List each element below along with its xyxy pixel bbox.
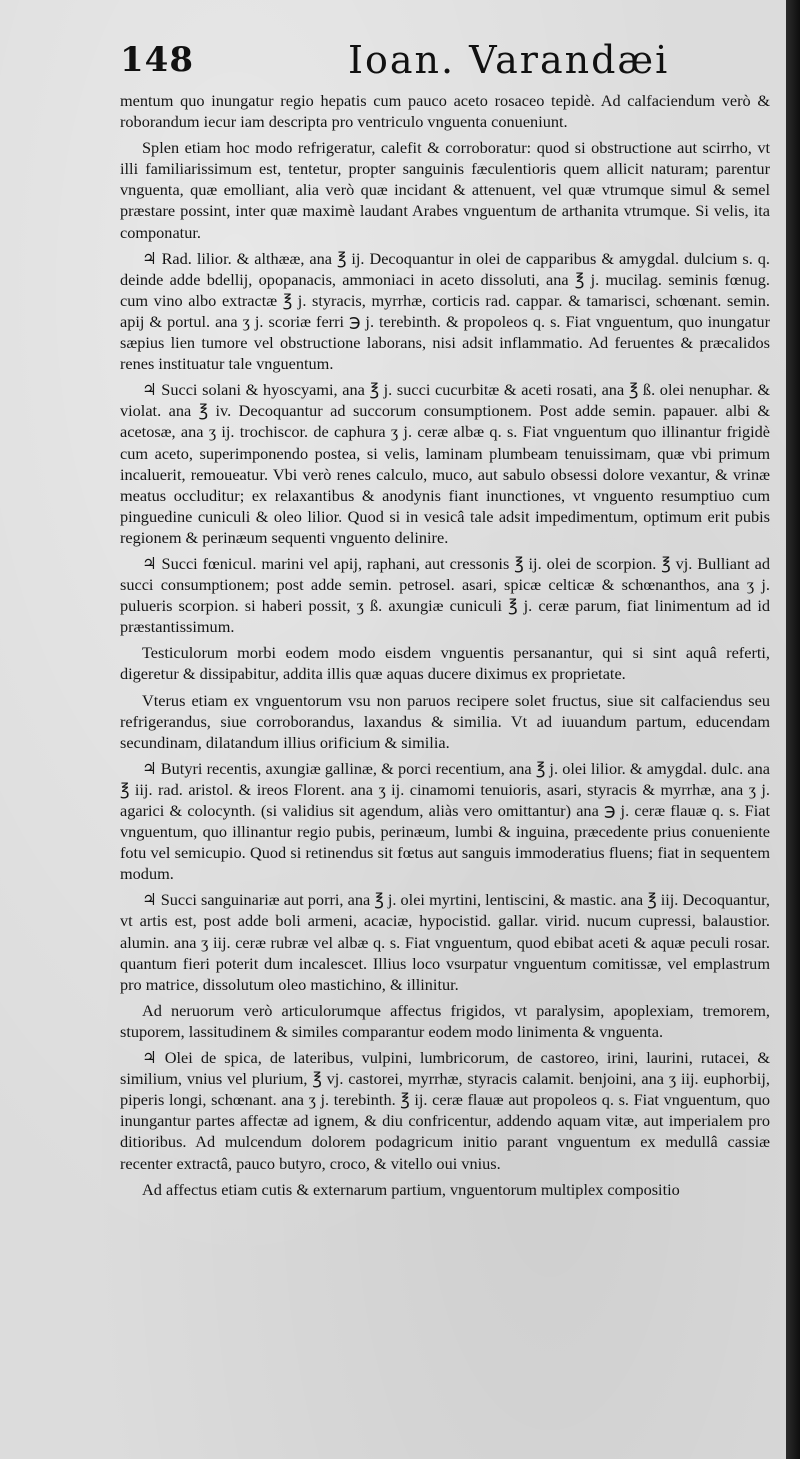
paragraph-11: ♃ Olei de spica, de lateribus, vulpini, lumbricorum, de castoreo, irini, laurini, rutacei, & similium, vnius vel plurium, ℥ vj. castorei, myrrhæ, styracis calamit. benjoini, ana ʒ iij. euphorbij, piperis longi, schœnant. ana ʒ j. terebinth. ℥ ij. ceræ flauæ aut propoleos q. s. Fiat vnguentum, quo inungantur partes affectæ ad ignem, & diu confricentur, addendo aquam vitæ, aut imperialem pro ditioribus. Ad mulcendum dolorem podagricum initio parant vnguentum ex medullâ cassiæ recenter extractâ, pauco butyro, croco, & vitello oui vnius. [120, 1048, 770, 1173]
paragraph-10: Ad neruorum verò articulorumque affectus frigidos, vt paralysim, apoplexiam, tremorem, stuporem, lassitudinem & similes comparantur eodem modo linimenta & vnguenta. [120, 1000, 770, 1041]
paragraph-1: mentum quo inungatur regio hepatis cum pauco aceto rosaceo tepidè. Ad calfaciendum verò & roborandum iecur iam descripta pro ventriculo vnguenta conueniunt. [120, 91, 770, 132]
paragraph-3: ♃ Rad. lilior. & althææ, ana ℥ ij. Decoquantur in olei de capparibus & amygdal. dulcium s. q. deinde adde bdellij, opopanacis, ammoniaci in aceto dissoluti, ana ℥ j. mucilag. seminis fœnug. cum vino albo extractæ ℥ j. styracis, myrrhæ, corticis rad. cappar. & tamarisci, schœnant. semin. apij & portul. ana ʒ j. scoriæ ferri ℈ j. terebinth. & propoleos q. s. Fiat vnguentum, quo inungatur sæpius lien tumore vel obstructione laborans, nisi adsit inflammatio. Ad feruentes & præcalidos renes instituatur tale vnguentum. [120, 248, 770, 374]
paragraph-6: Testiculorum morbi eodem modo eisdem vnguentis persanantur, qui si sint aquâ referti, digeretur & dissipabitur, addita illis quæ aquas ducere diximus ex proprietate. [120, 643, 770, 684]
paragraph-7: Vterus etiam ex vnguentorum vsu non paruos recipere solet fructus, siue sit calfaciendus seu refrigerandus, siue corroborandus, laxandus & similia. Vt ad iuuandum partum, educendam secundinam, dilatandum illius orificium & similia. [120, 690, 770, 752]
page-header [120, 38, 780, 88]
page-edge-shadow [786, 0, 800, 1459]
paragraph-9: ♃ Succi sanguinariæ aut porri, ana ℥ j. olei myrtini, lentiscini, & mastic. ana ℥ iij. Decoquantur, vt artis est, post adde boli armeni, acaciæ, hypocistid. gallar. virid. nucum cupressi, balaustior. alumin. ana ʒ iij. ceræ rubræ vel albæ q. s. Fiat vnguentum, quod ebibat aceti & aquæ peculi rosar. quantum fieri poterit dum incalescet. Illius loco vsurpatur vnguentum comitissæ, vel emplastrum pro matrice, dissolutum oleo mastichino, & illinitur. [120, 890, 770, 994]
paragraph-5: ♃ Succi fœnicul. marini vel apij, raphani, aut cressonis ℥ ij. olei de scorpion. ℥ vj. Bulliant ad succi consumptionem; post adde semin. petrosel. asari, spicæ celticæ & schœnanthos, ana ʒ j. pulueris scorpion. si haberi possit, ʒ ß. axungiæ cuniculi ℥ j. ceræ parum, fiat linimentum ad id præstantissimum. [120, 553, 770, 637]
paragraph-4: ♃ Succi solani & hyoscyami, ana ℥ j. succi cucurbitæ & aceti rosati, ana ℥ ß. olei nenuphar. & violat. ana ℥ iv. Decoquantur ad succorum consumptionem. Post adde semin. papauer. albi & acetosæ, ana ʒ ij. trochiscor. de caphura ʒ j. ceræ albæ q. s. Fiat vnguentum quo illinantur frigidè cum aceto, superimponendo postea, si velis, laminam plumbeam tenuissimam, quæ vbi primum incaluerit, remoueatur. Vbi verò renes calculo, muco, aut sabulo obsessi dolore vexantur, & vrinæ meatus occluditur; ex relaxantibus & anodynis fiant inunctiones, vt vnguento resumptiuo cum pinguedine cuniculi & oleo lilior. Quod si in vesicâ tale adsit impedimentum, optimum erit pubis regionem & perinæum sequenti vnguento delinire. [120, 380, 770, 547]
paragraph-12: Ad affectus etiam cutis & externarum partium, vnguentorum multiplex compositio [142, 1179, 680, 1199]
page-number: 148 [120, 40, 194, 80]
body-text [120, 90, 770, 1205]
paragraph-2: Splen etiam hoc modo refrigeratur, calefit & corroboratur: quod si obstructione aut scirrho, vt illi familiarissimum est, tentetur, propter sanguinis fæculentioris quem allicit naturam; parentur vnguenta, quæ emolliant, alia verò quæ incidant & attenuent, vel quæ vtrumque simul & semel præstare possint, inter quæ maximè laudant Arabes vnguentum de arthanita vtrumque. Si velis, ita componatur. [120, 138, 770, 242]
paragraph-8: ♃ Butyri recentis, axungiæ gallinæ, & porci recentium, ana ℥ j. olei lilior. & amygdal. dulc. ana ℥ iij. rad. aristol. & ireos Florent. ana ʒ ij. cinamomi tenuioris, asari, styracis & myrrhæ, ana ʒ j. agarici & colocynth. (si validius sit agendum, aliàs vero omittantur) ana ℈ j. ceræ flauæ q. s. Fiat vnguentum, quo illinantur regio pubis, perinæum, lumbi & inguina, præcedente prius conueniente fotu vel semicupio. Quod si retinendus sit fœtus aut sanguis immoderatius fluens; fiat in sequentem modum. [120, 758, 770, 884]
running-head: Ioan. Varandæi [348, 38, 670, 82]
